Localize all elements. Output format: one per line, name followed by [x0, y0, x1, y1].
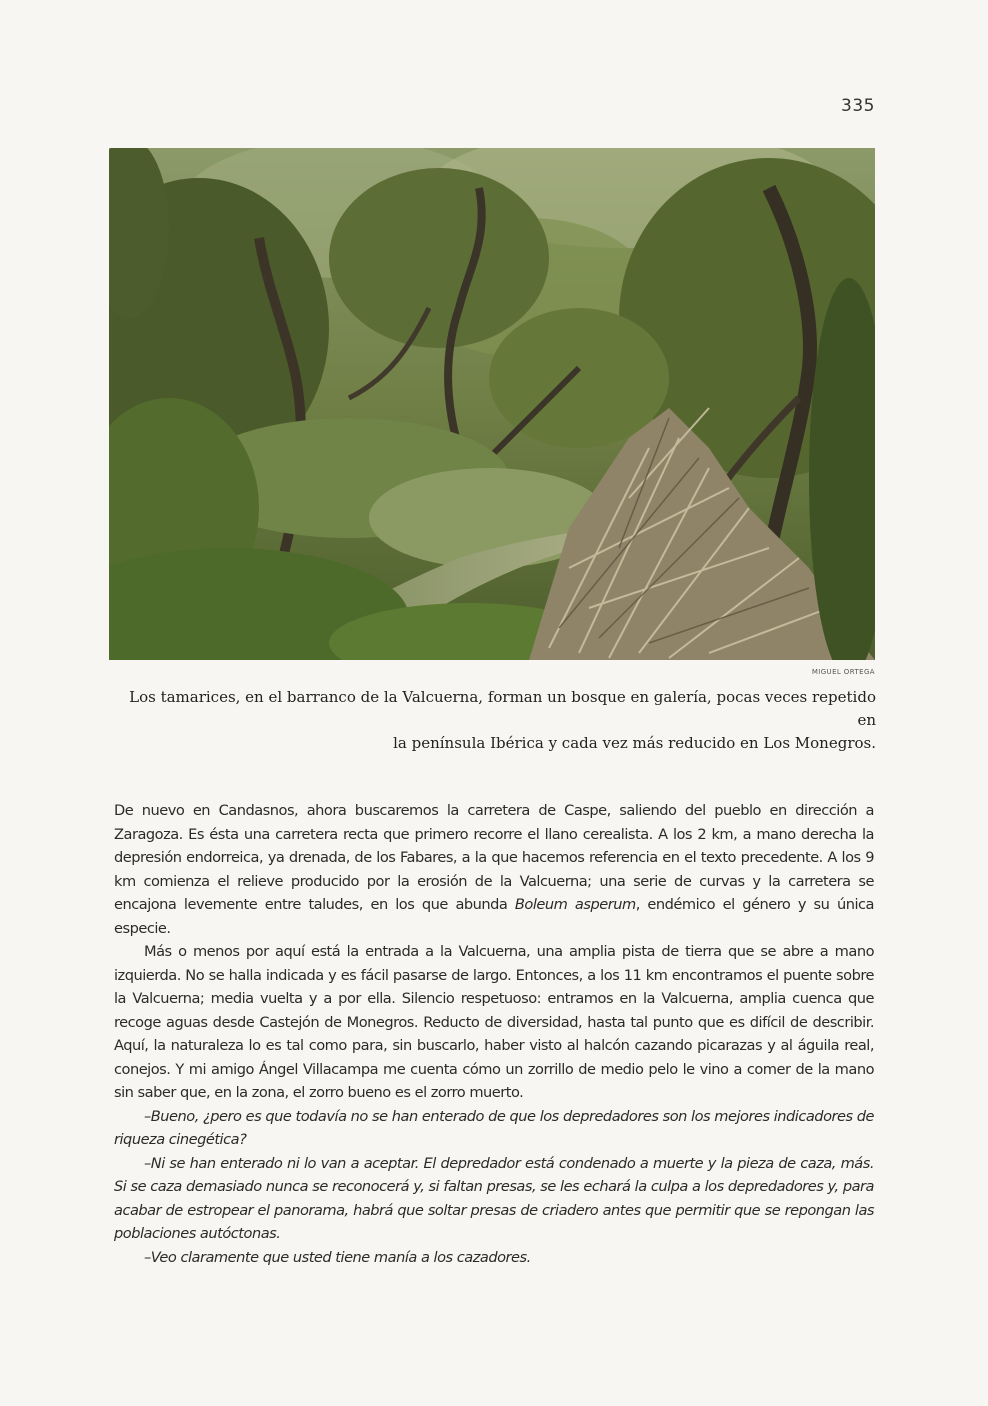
- dialogue-line: –Bueno, ¿pero es que todavía no se han enterado de que los depredadores son los mejores indicadores de riqueza cinegética?: [114, 1107, 874, 1148]
- tamarisk-photo: [109, 148, 875, 660]
- photo-caption: [106, 686, 876, 755]
- caption-line: Los tamarices, en el barranco de la Valcuerna, forman un bosque en galería, pocas veces repetido en: [129, 688, 876, 729]
- paragraph-text: De nuevo en Candasnos, ahora buscaremos la carretera de Caspe, saliendo del pueblo en dirección a Zaragoza. Es ésta una carretera recta que primero recorre el llano cerealista. A los 2 km, a mano derecha la depresión endorreica, ya drenada, de los Fabares, a la que hacemos referencia en el texto precedente. A los 9 km comienza el relieve producido por la erosión de la Valcuerna; una serie de curvas y la carretera se encajona levemente entre taludes, en los que abunda: [114, 802, 874, 913]
- page-number: 335: [841, 96, 875, 116]
- dialogue-line: –Veo claramente que usted tiene manía a los cazadores.: [144, 1248, 531, 1266]
- species-name: Boleum asperum: [514, 896, 636, 913]
- paragraph-text: , endémico el género y su única especie.: [114, 896, 874, 937]
- dialogue-line: –Ni se han enterado ni lo van a aceptar. El depredador está condenado a muerte y la pieza de caza, más. Si se caza demasiado nunca se reconocerá y, si faltan presas, se les echará la culpa a los depredadores y, para acabar de estropear el panorama, habrá que soltar presas de criadero antes que permitir que se repongan las poblaciones autóctonas.: [114, 1154, 874, 1242]
- body-text: [114, 799, 874, 1269]
- paragraph: [114, 799, 874, 940]
- photo-credit: MIGUEL ORTEGA: [811, 668, 875, 676]
- paragraph: Más o menos por aquí está la entrada a la Valcuerna, una amplia pista de tierra que se abre a mano izquierda. No se halla indicada y es fácil pasarse de largo. Entonces, a los 11 km encontramos el puente sobre la Valcuerna; media vuelta y a por ella. Silencio respetuoso: entramos en la Valcuerna, amplia cuenca que recoge aguas desde Castejón de Monegros. Reducto de diversidad, hasta tal punto que es difícil de describir. Aquí, la naturaleza lo es tal como para, sin buscarlo, haber visto al halcón cazando picarazas y al águila real, conejos. Y mi amigo Ángel Villacampa me cuenta cómo un zorrillo de medio pelo le vino a comer de la mano sin saber que, en la zona, el zorro bueno es el zorro muerto.: [114, 943, 874, 1101]
- caption-line: la península Ibérica y cada vez más reducido en Los Monegros.: [393, 734, 876, 752]
